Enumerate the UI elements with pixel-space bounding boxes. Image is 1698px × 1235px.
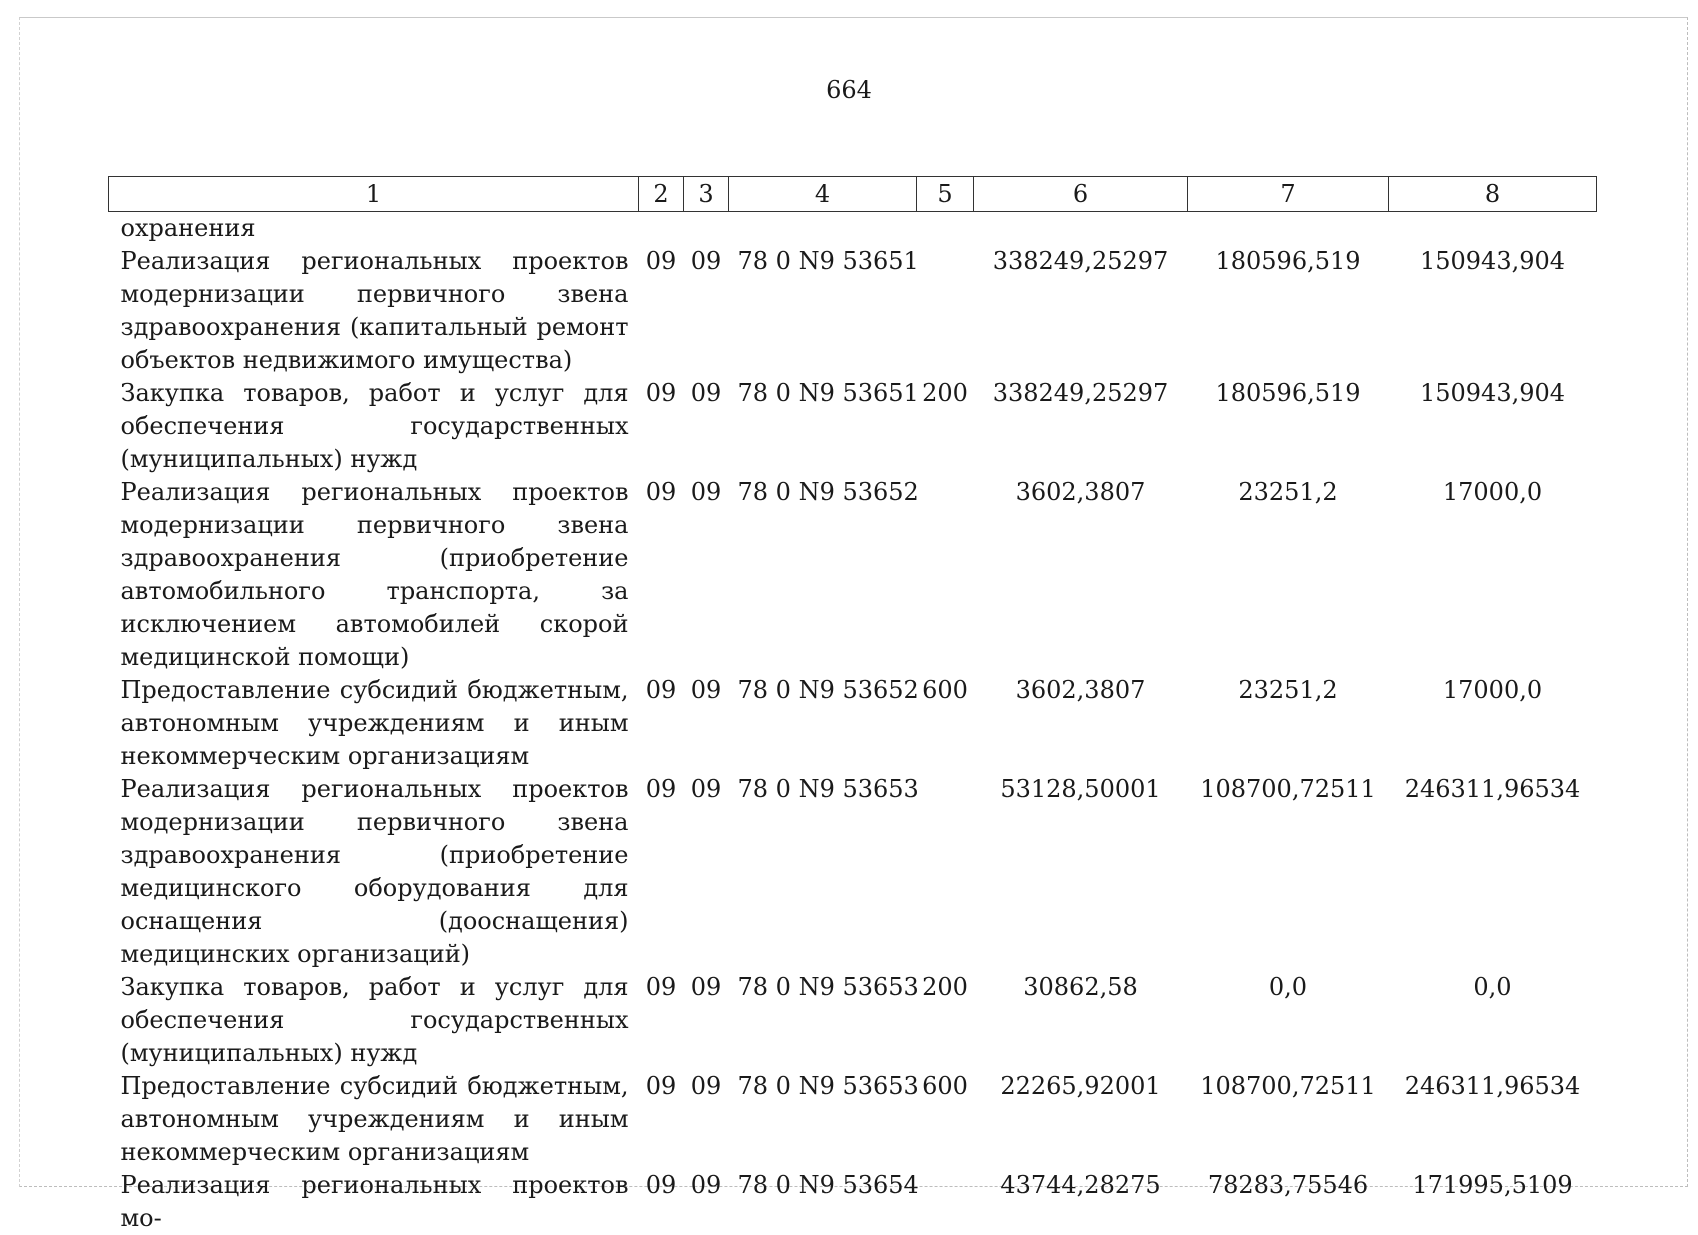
- row-target-code: 78 0 N9 53654: [729, 1169, 917, 1235]
- row-amount-3: 0,0: [1389, 971, 1597, 1070]
- row-section: 09: [639, 377, 684, 476]
- header-col-2: 2: [639, 177, 684, 212]
- row-amount-2: 0,0: [1188, 971, 1389, 1070]
- row-amount-3: 17000,0: [1389, 476, 1597, 674]
- row-target-code: 78 0 N9 53653: [729, 971, 917, 1070]
- row-amount-2: 180596,519: [1188, 245, 1389, 377]
- row-target-code: 78 0 N9 53652: [729, 674, 917, 773]
- row-expense-type: 600: [917, 1070, 974, 1169]
- table-body: [109, 212, 1597, 1235]
- row-amount-3: 246311,96534: [1389, 1070, 1597, 1169]
- table-row: [109, 1169, 1597, 1235]
- table-row: [109, 377, 1597, 476]
- budget-table: [108, 176, 1597, 1235]
- row-amount-2: 108700,72511: [1188, 1070, 1389, 1169]
- row-name: Реализация региональных проектов модернизации первичного звена здравоохранения (капитальный ремонт объектов недвижимого имущества): [109, 245, 639, 377]
- header-col-5: 5: [917, 177, 974, 212]
- row-subsection: 09: [684, 674, 729, 773]
- row-amount-1: 22265,92001: [974, 1070, 1188, 1169]
- row-amount-3: 150943,904: [1389, 245, 1597, 377]
- row-expense-type: [917, 476, 974, 674]
- row-target-code: 78 0 N9 53653: [729, 1070, 917, 1169]
- row-section: 09: [639, 773, 684, 971]
- row-amount-2: 108700,72511: [1188, 773, 1389, 971]
- row-amount-3: 150943,904: [1389, 377, 1597, 476]
- row-section: 09: [639, 674, 684, 773]
- row-amount-1: 3602,3807: [974, 674, 1188, 773]
- row-subsection: 09: [684, 476, 729, 674]
- row-amount-2: 23251,2: [1188, 476, 1389, 674]
- row-amount-1: 338249,25297: [974, 377, 1188, 476]
- row-subsection: 09: [684, 773, 729, 971]
- row-expense-type: 200: [917, 377, 974, 476]
- row-section: 09: [639, 245, 684, 377]
- header-col-6: 6: [974, 177, 1188, 212]
- row-target-code: 78 0 N9 53651: [729, 245, 917, 377]
- row-expense-type: [917, 773, 974, 971]
- page-number: 664: [0, 76, 1698, 104]
- row-name: Закупка товаров, работ и услуг для обеспечения государственных (муниципальных) нужд: [109, 971, 639, 1070]
- row-target-code: 78 0 N9 53652: [729, 476, 917, 674]
- row-amount-1: 338249,25297: [974, 245, 1188, 377]
- header-col-1: 1: [109, 177, 639, 212]
- header-col-7: 7: [1188, 177, 1389, 212]
- row-subsection: 09: [684, 1169, 729, 1235]
- row-amount-3: 171995,5109: [1389, 1169, 1597, 1235]
- row-amount-1: 53128,50001: [974, 773, 1188, 971]
- row-name: Реализация региональных проектов модернизации первичного звена здравоохранения (приобретение медицинского оборудования для оснащения (дооснащения) медицинских организаций): [109, 773, 639, 971]
- row-amount-1: [974, 212, 1188, 246]
- row-expense-type: 600: [917, 674, 974, 773]
- header-col-8: 8: [1389, 177, 1597, 212]
- row-section: 09: [639, 1169, 684, 1235]
- row-amount-2: 23251,2: [1188, 674, 1389, 773]
- row-target-code: 78 0 N9 53651: [729, 377, 917, 476]
- row-amount-3: 17000,0: [1389, 674, 1597, 773]
- row-amount-1: 3602,3807: [974, 476, 1188, 674]
- row-expense-type: [917, 1169, 974, 1235]
- row-amount-2: [1188, 212, 1389, 246]
- row-section: 09: [639, 971, 684, 1070]
- table-header: [109, 177, 1597, 212]
- table-row: [109, 212, 1597, 246]
- row-subsection: 09: [684, 377, 729, 476]
- row-subsection: 09: [684, 1070, 729, 1169]
- row-amount-3: 246311,96534: [1389, 773, 1597, 971]
- row-section: [639, 212, 684, 246]
- row-expense-type: 200: [917, 971, 974, 1070]
- row-name: Реализация региональных проектов модернизации первичного звена здравоохранения (приобретение автомобильного транспорта, за исключением автомобилей скорой медицинской помощи): [109, 476, 639, 674]
- table-row: [109, 674, 1597, 773]
- row-target-code: 78 0 N9 53653: [729, 773, 917, 971]
- table-row: [109, 476, 1597, 674]
- table-row: [109, 773, 1597, 971]
- row-subsection: 09: [684, 245, 729, 377]
- row-section: 09: [639, 476, 684, 674]
- header-col-3: 3: [684, 177, 729, 212]
- row-name: охранения: [109, 212, 639, 246]
- header-row: [109, 177, 1597, 212]
- row-amount-2: 180596,519: [1188, 377, 1389, 476]
- row-subsection: [684, 212, 729, 246]
- row-amount-2: 78283,75546: [1188, 1169, 1389, 1235]
- row-name: Закупка товаров, работ и услуг для обеспечения государственных (муниципальных) нужд: [109, 377, 639, 476]
- row-target-code: [729, 212, 917, 246]
- row-section: 09: [639, 1070, 684, 1169]
- header-col-4: 4: [729, 177, 917, 212]
- row-amount-3: [1389, 212, 1597, 246]
- row-subsection: 09: [684, 971, 729, 1070]
- table-row: [109, 971, 1597, 1070]
- row-name: Реализация региональных проектов мо-: [109, 1169, 639, 1235]
- row-amount-1: 43744,28275: [974, 1169, 1188, 1235]
- row-expense-type: [917, 212, 974, 246]
- row-name: Предоставление субсидий бюджетным, автономным учреждениям и иным некоммерческим организациям: [109, 674, 639, 773]
- table-row: [109, 1070, 1597, 1169]
- row-amount-1: 30862,58: [974, 971, 1188, 1070]
- row-name: Предоставление субсидий бюджетным, автономным учреждениям и иным некоммерческим организациям: [109, 1070, 639, 1169]
- table-row: [109, 245, 1597, 377]
- row-expense-type: [917, 245, 974, 377]
